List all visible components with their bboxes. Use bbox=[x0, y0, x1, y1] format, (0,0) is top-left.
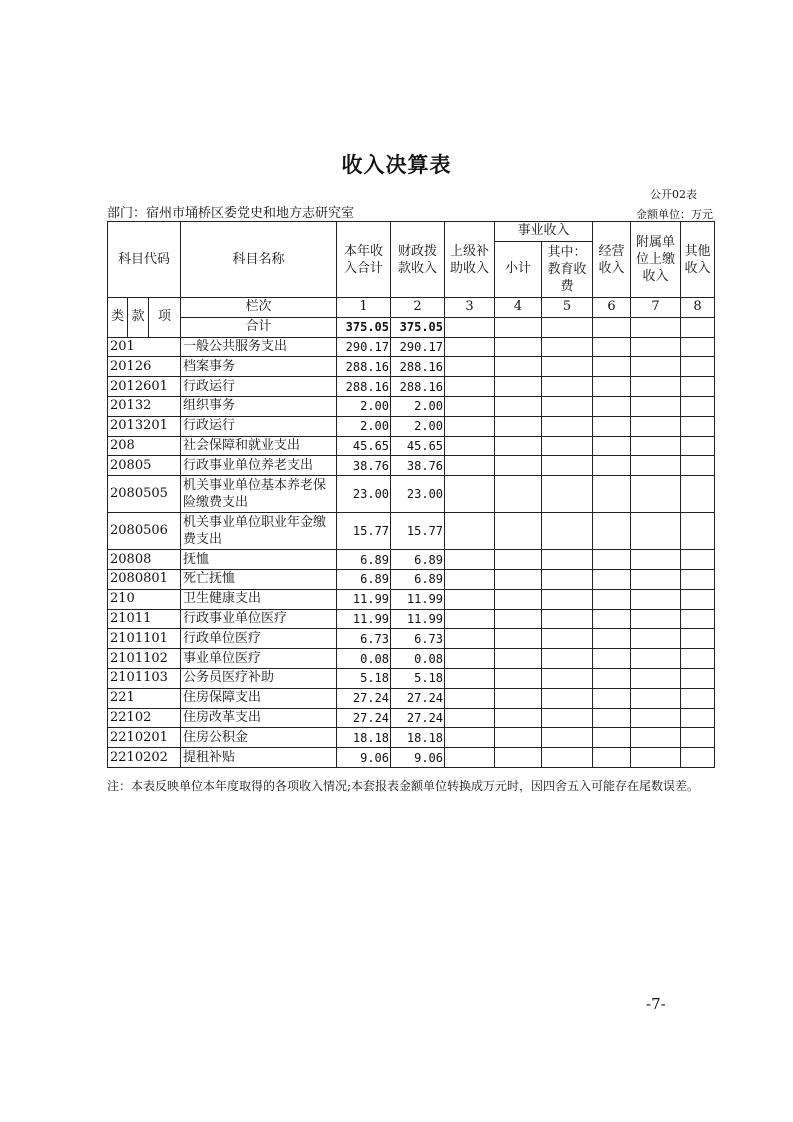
subject-code: 20808 bbox=[108, 550, 181, 570]
total-income: 6.89 bbox=[337, 569, 391, 589]
header-fiscal: 财政拨款收入 bbox=[391, 222, 445, 298]
empty-cell bbox=[542, 396, 593, 416]
empty-cell bbox=[445, 649, 495, 669]
page-number: -7- bbox=[646, 995, 666, 1013]
empty-cell bbox=[445, 357, 495, 377]
empty-cell bbox=[495, 668, 542, 688]
department-label: 部门：宿州市埇桥区委党史和地方志研究室 bbox=[107, 206, 355, 221]
empty-cell bbox=[593, 357, 631, 377]
empty-cell bbox=[631, 748, 681, 768]
table-row bbox=[108, 456, 715, 476]
table-row bbox=[108, 550, 715, 570]
income-table bbox=[107, 221, 715, 768]
empty-cell bbox=[631, 589, 681, 609]
fiscal-income: 2.00 bbox=[391, 396, 445, 416]
empty-cell bbox=[681, 513, 715, 550]
empty-cell bbox=[681, 377, 715, 397]
fiscal-income: 9.06 bbox=[391, 748, 445, 768]
empty-cell bbox=[631, 513, 681, 550]
fiscal-income: 6.89 bbox=[391, 569, 445, 589]
subject-name: 提租补贴 bbox=[181, 748, 337, 768]
subject-code: 2101103 bbox=[108, 668, 181, 688]
subject-code: 22102 bbox=[108, 708, 181, 728]
empty-cell bbox=[495, 456, 542, 476]
fiscal-income: 18.18 bbox=[391, 728, 445, 748]
empty-cell bbox=[542, 416, 593, 436]
col-num: 7 bbox=[631, 298, 681, 318]
empty-cell bbox=[542, 377, 593, 397]
empty-cell bbox=[631, 436, 681, 456]
subject-code: 20132 bbox=[108, 396, 181, 416]
total-income: 2.00 bbox=[337, 396, 391, 416]
empty-cell bbox=[681, 708, 715, 728]
table-row bbox=[108, 476, 715, 513]
empty-cell bbox=[495, 357, 542, 377]
subject-code: 2012601 bbox=[108, 377, 181, 397]
col-num: 1 bbox=[337, 298, 391, 318]
col-num: 3 bbox=[445, 298, 495, 318]
table-row bbox=[108, 396, 715, 416]
total-income: 2.00 bbox=[337, 416, 391, 436]
header-operating: 经营收入 bbox=[593, 222, 631, 298]
sum-fiscal: 375.05 bbox=[391, 317, 445, 337]
empty-cell bbox=[681, 668, 715, 688]
empty-cell bbox=[495, 649, 542, 669]
header-lei: 类 bbox=[108, 298, 128, 338]
empty-cell bbox=[681, 416, 715, 436]
empty-cell bbox=[593, 629, 631, 649]
header-kuan: 款 bbox=[128, 298, 149, 338]
subject-name: 住房公积金 bbox=[181, 728, 337, 748]
empty-cell bbox=[542, 748, 593, 768]
empty-cell bbox=[445, 416, 495, 436]
total-income: 6.73 bbox=[337, 629, 391, 649]
subject-code: 2080506 bbox=[108, 513, 181, 550]
empty-cell bbox=[631, 550, 681, 570]
empty-cell bbox=[681, 589, 715, 609]
empty-cell bbox=[542, 649, 593, 669]
table-row bbox=[108, 416, 715, 436]
empty-cell bbox=[631, 708, 681, 728]
empty-cell bbox=[593, 708, 631, 728]
fiscal-income: 45.65 bbox=[391, 436, 445, 456]
subject-name: 行政单位医疗 bbox=[181, 629, 337, 649]
empty-cell bbox=[593, 609, 631, 629]
subject-name: 一般公共服务支出 bbox=[181, 337, 337, 357]
sum-label: 合计 bbox=[181, 317, 337, 337]
header-superior: 上级补助收入 bbox=[445, 222, 495, 298]
empty-cell bbox=[593, 589, 631, 609]
col-num: 2 bbox=[391, 298, 445, 318]
empty-cell bbox=[495, 748, 542, 768]
empty-cell bbox=[593, 688, 631, 708]
empty-cell bbox=[445, 728, 495, 748]
subject-code: 2210202 bbox=[108, 748, 181, 768]
empty-cell bbox=[495, 550, 542, 570]
empty-cell bbox=[445, 748, 495, 768]
empty-cell bbox=[495, 513, 542, 550]
empty-cell bbox=[593, 377, 631, 397]
fiscal-income: 15.77 bbox=[391, 513, 445, 550]
header-row bbox=[108, 222, 715, 242]
table-row bbox=[108, 708, 715, 728]
empty-cell bbox=[495, 377, 542, 397]
subject-name: 机关事业单位基本养老保险缴费支出 bbox=[181, 476, 337, 513]
subject-code: 210 bbox=[108, 589, 181, 609]
empty-cell bbox=[593, 668, 631, 688]
empty-cell bbox=[631, 569, 681, 589]
total-income: 0.08 bbox=[337, 649, 391, 669]
header-edu: 其中：教育收费 bbox=[542, 241, 593, 298]
empty-cell bbox=[631, 476, 681, 513]
empty-cell bbox=[681, 629, 715, 649]
empty-cell bbox=[593, 649, 631, 669]
header-affiliate: 附属单位上缴收入 bbox=[631, 222, 681, 298]
total-income: 38.76 bbox=[337, 456, 391, 476]
empty-cell bbox=[542, 629, 593, 649]
empty-cell bbox=[542, 688, 593, 708]
fiscal-income: 11.99 bbox=[391, 609, 445, 629]
empty-cell bbox=[542, 728, 593, 748]
total-row bbox=[108, 317, 715, 337]
empty-cell bbox=[495, 337, 542, 357]
empty-cell bbox=[593, 456, 631, 476]
subject-name: 行政运行 bbox=[181, 416, 337, 436]
empty-cell bbox=[681, 476, 715, 513]
col-num: 4 bbox=[495, 298, 542, 318]
empty-cell bbox=[542, 550, 593, 570]
empty-cell bbox=[681, 550, 715, 570]
header-other: 其他收入 bbox=[681, 222, 715, 298]
empty-cell bbox=[542, 357, 593, 377]
empty-cell bbox=[681, 609, 715, 629]
empty-cell bbox=[631, 456, 681, 476]
empty-cell bbox=[681, 436, 715, 456]
table-row bbox=[108, 337, 715, 357]
table-row bbox=[108, 668, 715, 688]
header-total: 本年收入合计 bbox=[337, 222, 391, 298]
subject-code: 201 bbox=[108, 337, 181, 357]
col-num: 8 bbox=[681, 298, 715, 318]
empty-cell bbox=[681, 748, 715, 768]
fiscal-income: 27.24 bbox=[391, 708, 445, 728]
table-row bbox=[108, 728, 715, 748]
subject-code: 20126 bbox=[108, 357, 181, 377]
empty-cell bbox=[631, 649, 681, 669]
empty-cell bbox=[631, 416, 681, 436]
empty-cell bbox=[542, 569, 593, 589]
empty-cell bbox=[681, 728, 715, 748]
subject-name: 事业单位医疗 bbox=[181, 649, 337, 669]
subject-name: 机关事业单位职业年金缴费支出 bbox=[181, 513, 337, 550]
fiscal-income: 23.00 bbox=[391, 476, 445, 513]
fiscal-income: 5.18 bbox=[391, 668, 445, 688]
subject-name: 死亡抚恤 bbox=[181, 569, 337, 589]
fiscal-income: 6.73 bbox=[391, 629, 445, 649]
empty-cell bbox=[681, 337, 715, 357]
header-business: 事业收入 bbox=[495, 222, 593, 242]
table-row bbox=[108, 688, 715, 708]
subject-code: 221 bbox=[108, 688, 181, 708]
subject-name: 行政事业单位医疗 bbox=[181, 609, 337, 629]
fiscal-income: 2.00 bbox=[391, 416, 445, 436]
subject-name: 组织事务 bbox=[181, 396, 337, 416]
subject-name: 住房改革支出 bbox=[181, 708, 337, 728]
empty-cell bbox=[495, 396, 542, 416]
table-row bbox=[108, 513, 715, 550]
empty-cell bbox=[542, 513, 593, 550]
empty-cell bbox=[495, 609, 542, 629]
table-row bbox=[108, 609, 715, 629]
total-income: 290.17 bbox=[337, 337, 391, 357]
empty-cell bbox=[495, 708, 542, 728]
fiscal-income: 11.99 bbox=[391, 589, 445, 609]
empty-cell bbox=[681, 569, 715, 589]
amount-unit: 金额单位：万元 bbox=[636, 208, 713, 221]
empty-cell bbox=[631, 629, 681, 649]
empty-cell bbox=[542, 668, 593, 688]
empty-cell bbox=[631, 377, 681, 397]
table-row bbox=[108, 748, 715, 768]
subject-name: 档案事务 bbox=[181, 357, 337, 377]
empty-cell bbox=[495, 728, 542, 748]
fiscal-income: 290.17 bbox=[391, 337, 445, 357]
fiscal-income: 6.89 bbox=[391, 550, 445, 570]
empty-cell bbox=[445, 396, 495, 416]
empty-cell bbox=[631, 396, 681, 416]
total-income: 5.18 bbox=[337, 668, 391, 688]
column-no-label: 栏次 bbox=[181, 298, 337, 318]
table-row bbox=[108, 357, 715, 377]
empty-cell bbox=[495, 416, 542, 436]
fiscal-income: 38.76 bbox=[391, 456, 445, 476]
empty-cell bbox=[681, 357, 715, 377]
total-income: 27.24 bbox=[337, 688, 391, 708]
total-income: 18.18 bbox=[337, 728, 391, 748]
empty-cell bbox=[593, 748, 631, 768]
empty-cell bbox=[495, 589, 542, 609]
col-num: 6 bbox=[593, 298, 631, 318]
empty-cell bbox=[445, 609, 495, 629]
empty-cell bbox=[593, 436, 631, 456]
total-income: 288.16 bbox=[337, 357, 391, 377]
subject-code: 20805 bbox=[108, 456, 181, 476]
empty-cell bbox=[445, 436, 495, 456]
subject-code: 2080801 bbox=[108, 569, 181, 589]
subject-name: 行政事业单位养老支出 bbox=[181, 456, 337, 476]
table-row bbox=[108, 377, 715, 397]
subject-name: 公务员医疗补助 bbox=[181, 668, 337, 688]
empty-cell bbox=[445, 708, 495, 728]
empty-cell bbox=[542, 708, 593, 728]
fiscal-income: 288.16 bbox=[391, 377, 445, 397]
subject-code: 208 bbox=[108, 436, 181, 456]
total-income: 27.24 bbox=[337, 708, 391, 728]
table-row bbox=[108, 436, 715, 456]
empty-cell bbox=[631, 609, 681, 629]
total-income: 45.65 bbox=[337, 436, 391, 456]
empty-cell bbox=[542, 337, 593, 357]
total-income: 23.00 bbox=[337, 476, 391, 513]
empty-cell bbox=[593, 337, 631, 357]
col-num: 5 bbox=[542, 298, 593, 318]
header-xiang: 项 bbox=[149, 298, 181, 338]
total-income: 15.77 bbox=[337, 513, 391, 550]
empty-cell bbox=[542, 436, 593, 456]
total-income: 9.06 bbox=[337, 748, 391, 768]
empty-cell bbox=[495, 476, 542, 513]
empty-cell bbox=[445, 688, 495, 708]
empty-cell bbox=[445, 589, 495, 609]
fiscal-income: 27.24 bbox=[391, 688, 445, 708]
empty-cell bbox=[631, 688, 681, 708]
fiscal-income: 0.08 bbox=[391, 649, 445, 669]
column-number-row bbox=[108, 298, 715, 318]
empty-cell bbox=[542, 476, 593, 513]
empty-cell bbox=[593, 550, 631, 570]
header-code: 科目代码 bbox=[108, 222, 181, 298]
subject-code: 2101102 bbox=[108, 649, 181, 669]
subject-name: 抚恤 bbox=[181, 550, 337, 570]
empty-cell bbox=[631, 337, 681, 357]
total-income: 288.16 bbox=[337, 377, 391, 397]
subject-name: 住房保障支出 bbox=[181, 688, 337, 708]
empty-cell bbox=[445, 668, 495, 688]
subject-code: 2080505 bbox=[108, 476, 181, 513]
empty-cell bbox=[445, 569, 495, 589]
empty-cell bbox=[681, 649, 715, 669]
empty-cell bbox=[495, 569, 542, 589]
subject-code: 21011 bbox=[108, 609, 181, 629]
total-income: 6.89 bbox=[337, 550, 391, 570]
empty-cell bbox=[681, 396, 715, 416]
empty-cell bbox=[445, 629, 495, 649]
empty-cell bbox=[593, 396, 631, 416]
table-row bbox=[108, 589, 715, 609]
empty-cell bbox=[593, 569, 631, 589]
subject-code: 2013201 bbox=[108, 416, 181, 436]
empty-cell bbox=[495, 688, 542, 708]
empty-cell bbox=[495, 436, 542, 456]
empty-cell bbox=[495, 629, 542, 649]
page-title: 收入决算表 bbox=[341, 152, 452, 177]
subject-name: 社会保障和就业支出 bbox=[181, 436, 337, 456]
empty-cell bbox=[542, 456, 593, 476]
empty-cell bbox=[631, 728, 681, 748]
subject-code: 2210201 bbox=[108, 728, 181, 748]
empty-cell bbox=[445, 456, 495, 476]
empty-cell bbox=[445, 377, 495, 397]
empty-cell bbox=[681, 456, 715, 476]
sum-total: 375.05 bbox=[337, 317, 391, 337]
fiscal-income: 288.16 bbox=[391, 357, 445, 377]
header-name: 科目名称 bbox=[181, 222, 337, 298]
empty-cell bbox=[445, 513, 495, 550]
subject-name: 行政运行 bbox=[181, 377, 337, 397]
footnote: 注：本表反映单位本年度取得的各项收入情况;本套报表金额单位转换成万元时，因四舍五入可能存在尾数误差。 bbox=[107, 779, 700, 793]
empty-cell bbox=[542, 609, 593, 629]
empty-cell bbox=[681, 688, 715, 708]
empty-cell bbox=[542, 589, 593, 609]
empty-cell bbox=[445, 476, 495, 513]
table-row bbox=[108, 649, 715, 669]
empty-cell bbox=[445, 550, 495, 570]
total-income: 11.99 bbox=[337, 589, 391, 609]
subject-code: 2101101 bbox=[108, 629, 181, 649]
total-income: 11.99 bbox=[337, 609, 391, 629]
empty-cell bbox=[445, 337, 495, 357]
empty-cell bbox=[593, 513, 631, 550]
table-row bbox=[108, 569, 715, 589]
form-number: 公开02表 bbox=[650, 188, 697, 201]
table-row bbox=[108, 629, 715, 649]
empty-cell bbox=[593, 476, 631, 513]
empty-cell bbox=[631, 357, 681, 377]
empty-cell bbox=[631, 668, 681, 688]
header-subtotal: 小计 bbox=[495, 241, 542, 298]
empty-cell bbox=[593, 728, 631, 748]
subject-name: 卫生健康支出 bbox=[181, 589, 337, 609]
empty-cell bbox=[593, 416, 631, 436]
